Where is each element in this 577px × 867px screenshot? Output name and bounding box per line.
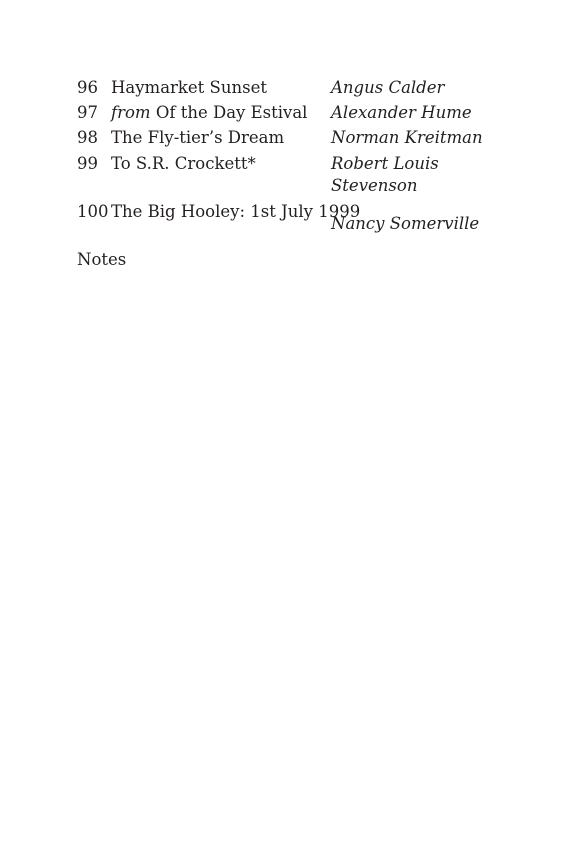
entry-title-prefix: from	[111, 103, 151, 122]
entry-title: The Big Hooley: 1st July 1999	[111, 202, 361, 221]
entry-number: 100	[77, 202, 109, 221]
entry-number: 98	[77, 128, 98, 147]
entry-title: Of the Day Estival	[155, 103, 308, 122]
entry-number: 96	[77, 78, 98, 97]
entry-author: Norman Kreitman	[331, 128, 483, 147]
toc-entry	[77, 201, 517, 249]
entry-title: To S.R. Crockett*	[111, 154, 256, 173]
entry-title-container	[111, 102, 307, 124]
toc-entry	[77, 153, 517, 201]
toc-entry	[77, 77, 517, 102]
entry-number: 99	[77, 154, 98, 173]
toc-entry	[77, 127, 517, 153]
entry-number: 97	[77, 103, 98, 122]
table-of-contents	[77, 77, 517, 271]
entry-title: Haymarket Sunset	[111, 78, 267, 97]
entry-author: Robert Louis Stevenson	[331, 154, 439, 195]
entry-author: Nancy Somerville	[331, 214, 480, 233]
entry-author: Angus Calder	[331, 78, 445, 97]
notes-heading: Notes	[77, 250, 127, 269]
entry-title: The Fly-tier’s Dream	[111, 128, 285, 147]
entry-author: Alexander Hume	[331, 103, 472, 122]
toc-entry	[77, 102, 517, 127]
